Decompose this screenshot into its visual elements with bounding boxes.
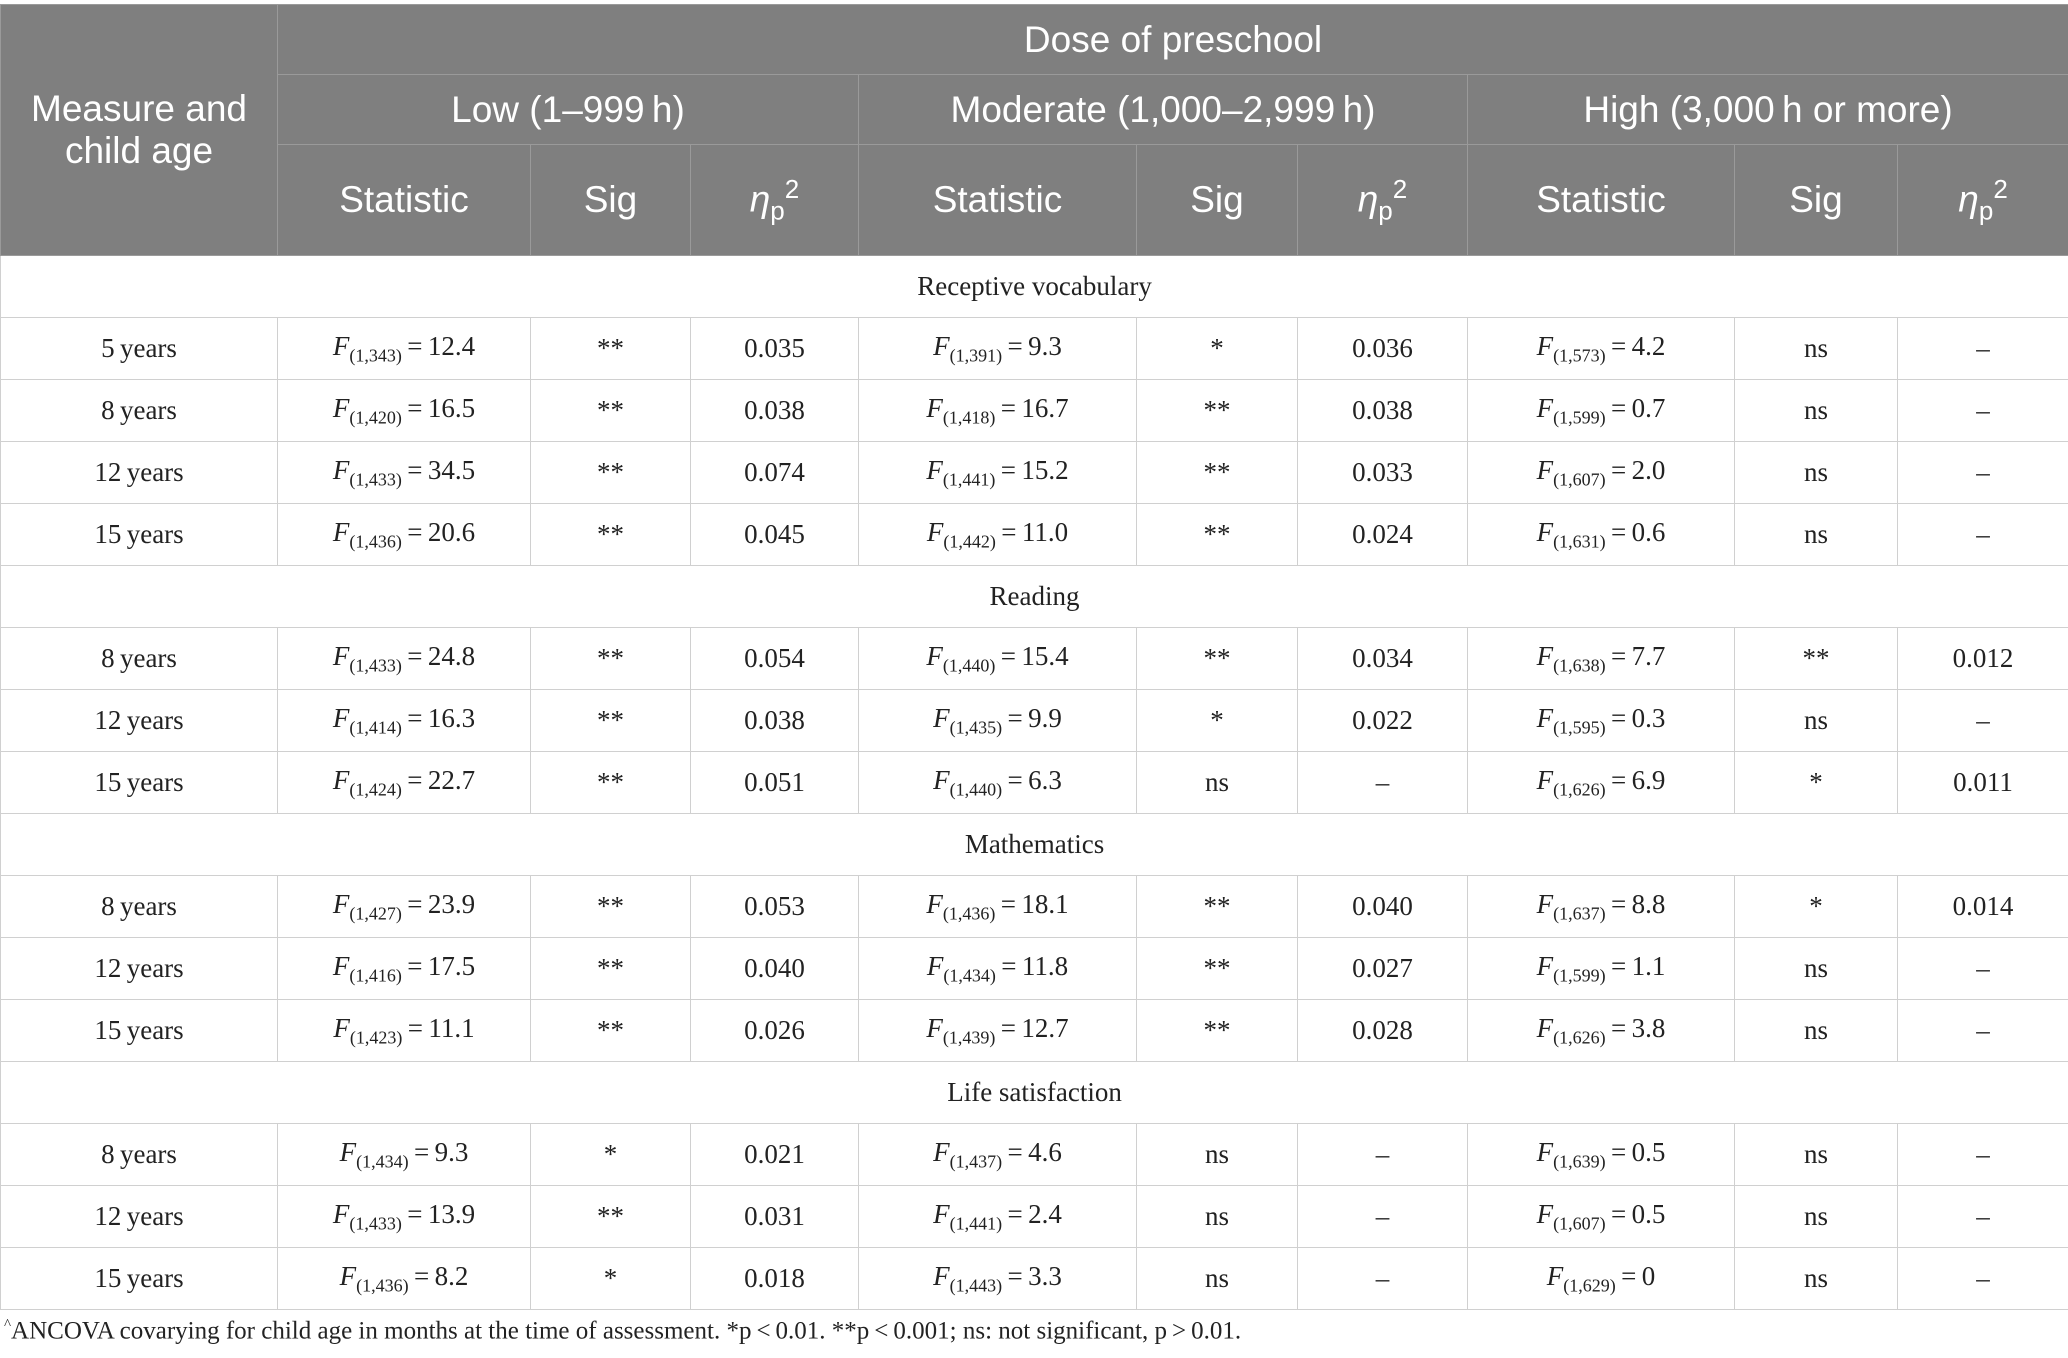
degrees-of-freedom: (1,416) — [349, 965, 402, 986]
sig-header-high: Sig — [1735, 145, 1898, 256]
f-symbol: F — [339, 1136, 357, 1167]
statistic-cell: $F_{(1,607)} = 2.0$ — [1468, 442, 1735, 504]
sig-cell: ** — [531, 1000, 691, 1062]
table-row — [1, 628, 2068, 690]
statistic-cell: $F_{(1,439)} = 12.7$ — [859, 1000, 1137, 1062]
eta-subscript: p — [770, 195, 785, 226]
f-symbol: F — [1536, 1012, 1554, 1043]
eta-superscript: 2 — [1993, 173, 2008, 204]
sig-cell: ** — [531, 442, 691, 504]
f-symbol: F — [933, 1260, 950, 1291]
effect-size-cell: 0.038 — [691, 380, 859, 442]
sig-cell: ** — [1137, 628, 1298, 690]
f-symbol: F — [333, 1012, 350, 1043]
statistic-cell: $F_{(1,443)} = 3.3$ — [859, 1248, 1137, 1310]
sig-cell: ** — [1137, 442, 1298, 504]
f-symbol: F — [1536, 392, 1554, 423]
statistic-cell: $F_{(1,626)} = 6.9$ — [1468, 752, 1735, 814]
table-row — [1, 442, 2068, 504]
section-title: Mathematics — [1, 814, 2068, 876]
f-symbol: F — [1536, 640, 1554, 671]
statistic-cell: $F_{(1,433)} = 13.9$ — [278, 1186, 531, 1248]
effect-size-cell: 0.022 — [1298, 690, 1468, 752]
sig-cell: ns — [1137, 752, 1298, 814]
sig-cell: ** — [531, 876, 691, 938]
effect-size-cell: 0.024 — [1298, 504, 1468, 566]
effect-size-cell: 0.026 — [691, 1000, 859, 1062]
degrees-of-freedom: (1,420) — [349, 407, 402, 428]
f-value: 24.8 — [427, 640, 476, 671]
table-row — [1, 1248, 2068, 1310]
degrees-of-freedom: (1,343) — [349, 345, 402, 366]
statistic-cell: $F_{(1,424)} = 22.7$ — [278, 752, 531, 814]
f-symbol: F — [1536, 454, 1554, 485]
statistic-cell: $F_{(1,437)} = 4.6$ — [859, 1124, 1137, 1186]
f-value: 0.7 — [1631, 392, 1666, 423]
effect-size-cell: 0.054 — [691, 628, 859, 690]
section-row — [1, 1062, 2068, 1124]
effect-size-cell: 0.040 — [691, 938, 859, 1000]
degrees-of-freedom: (1,626) — [1553, 779, 1606, 800]
f-value: 8.8 — [1631, 888, 1666, 919]
degrees-of-freedom: (1,433) — [349, 469, 402, 490]
f-value: 3.3 — [1028, 1260, 1062, 1291]
sig-cell: ** — [1137, 938, 1298, 1000]
statistic-cell: $F_{(1,638)} = 7.7$ — [1468, 628, 1735, 690]
f-symbol: F — [1536, 888, 1554, 919]
degrees-of-freedom: (1,440) — [942, 655, 996, 676]
statistic-cell: $F_{(1,441)} = 2.4$ — [859, 1186, 1137, 1248]
sig-cell: ns — [1735, 1000, 1898, 1062]
age-cell: 8 years — [1, 628, 278, 690]
effect-size-cell: – — [1298, 1124, 1468, 1186]
f-value: 2.4 — [1028, 1198, 1062, 1229]
sig-cell: ns — [1735, 380, 1898, 442]
sig-cell: * — [1137, 690, 1298, 752]
sig-cell: ** — [531, 690, 691, 752]
f-value: 4.6 — [1028, 1136, 1062, 1167]
effect-size-cell: – — [1898, 318, 2068, 380]
age-cell: 12 years — [1, 1186, 278, 1248]
statistic-cell: $F_{(1,440)} = 6.3$ — [859, 752, 1137, 814]
age-cell: 15 years — [1, 1248, 278, 1310]
f-value: 7.7 — [1631, 640, 1666, 671]
effect-size-cell: 0.038 — [1298, 380, 1468, 442]
section-title: Life satisfaction — [1, 1062, 2068, 1124]
f-symbol: F — [332, 888, 350, 919]
table-body — [1, 256, 2068, 1310]
f-value: 2.0 — [1631, 454, 1666, 485]
f-value: 18.1 — [1021, 888, 1069, 919]
sig-cell: ** — [531, 380, 691, 442]
degrees-of-freedom: (1,599) — [1553, 965, 1606, 986]
effect-size-cell: 0.045 — [691, 504, 859, 566]
f-symbol: F — [1536, 330, 1554, 361]
f-value: 20.6 — [427, 516, 476, 547]
f-value: 11.8 — [1021, 950, 1069, 981]
f-value: 16.7 — [1021, 392, 1069, 423]
f-symbol: F — [332, 516, 350, 547]
group-header-moderate: Moderate (1,000–2,999 h) — [859, 75, 1468, 145]
eta-subscript: p — [1378, 195, 1393, 226]
group-header-high: High (3,000 h or more) — [1468, 75, 2068, 145]
eta-symbol: η — [1958, 177, 1979, 219]
f-symbol: F — [933, 702, 950, 733]
f-symbol: F — [1536, 702, 1554, 733]
sig-cell: ** — [531, 752, 691, 814]
effect-size-cell: 0.014 — [1898, 876, 2068, 938]
statistic-cell: $F_{(1,631)} = 0.6$ — [1468, 504, 1735, 566]
f-symbol: F — [332, 454, 350, 485]
sig-cell: ** — [531, 318, 691, 380]
f-symbol: F — [926, 950, 944, 981]
sig-cell: ns — [1735, 442, 1898, 504]
degrees-of-freedom: (1,607) — [1553, 1213, 1606, 1234]
statistic-cell: $F_{(1,434)} = 9.3$ — [278, 1124, 531, 1186]
statistic-cell: $F_{(1,343)} = 12.4$ — [278, 318, 531, 380]
effect-size-cell: 0.074 — [691, 442, 859, 504]
statistic-header-low: Statistic — [278, 145, 531, 256]
effect-size-cell: – — [1898, 442, 2068, 504]
degrees-of-freedom: (1,442) — [943, 531, 996, 552]
sig-cell: ns — [1137, 1186, 1298, 1248]
sig-cell: * — [531, 1124, 691, 1186]
effect-size-cell: – — [1298, 1248, 1468, 1310]
f-value: 0.3 — [1631, 702, 1666, 733]
effect-size-cell: – — [1898, 1186, 2068, 1248]
f-value: 15.2 — [1021, 454, 1069, 485]
sig-cell: * — [1735, 876, 1898, 938]
f-symbol: F — [332, 764, 350, 795]
eta-subscript: p — [1978, 195, 1994, 226]
f-value: 15.4 — [1021, 640, 1069, 671]
effect-size-cell: – — [1898, 1000, 2068, 1062]
degrees-of-freedom: (1,595) — [1553, 717, 1606, 738]
section-title: Receptive vocabulary — [1, 256, 2068, 318]
age-cell: 5 years — [1, 318, 278, 380]
f-value: 12.7 — [1021, 1012, 1069, 1043]
f-symbol: F — [933, 1198, 950, 1229]
age-cell: 12 years — [1, 690, 278, 752]
eta-superscript: 2 — [1392, 173, 1408, 204]
effect-size-cell: – — [1898, 504, 2068, 566]
effect-size-cell: – — [1298, 752, 1468, 814]
effect-size-header-moderate — [1298, 145, 1468, 256]
degrees-of-freedom: (1,434) — [943, 965, 996, 986]
degrees-of-freedom: (1,433) — [349, 1213, 402, 1234]
sig-cell: * — [1137, 318, 1298, 380]
f-value: 6.9 — [1631, 764, 1666, 795]
eta-symbol: η — [1357, 177, 1379, 219]
degrees-of-freedom: (1,440) — [949, 779, 1003, 800]
table-row — [1, 752, 2068, 814]
f-symbol: F — [332, 392, 350, 423]
statistic-cell: $F_{(1,436)} = 18.1$ — [859, 876, 1137, 938]
table-row — [1, 938, 2068, 1000]
f-value: 0.5 — [1631, 1136, 1666, 1167]
table-row — [1, 318, 2068, 380]
f-symbol: F — [933, 1136, 950, 1167]
f-symbol: F — [926, 392, 943, 423]
f-symbol: F — [926, 516, 944, 547]
effect-size-header-high — [1898, 145, 2068, 256]
f-value: 17.5 — [427, 950, 476, 981]
statistic-cell: $F_{(1,607)} = 0.5$ — [1468, 1186, 1735, 1248]
effect-size-cell: 0.033 — [1298, 442, 1468, 504]
f-value: 9.9 — [1028, 702, 1062, 733]
effect-size-cell: – — [1898, 380, 2068, 442]
age-cell: 12 years — [1, 442, 278, 504]
statistic-cell: $F_{(1,423)} = 11.1$ — [278, 1000, 531, 1062]
degrees-of-freedom: (1,436) — [349, 531, 402, 552]
statistic-cell: $F_{(1,433)} = 34.5$ — [278, 442, 531, 504]
group-header-low: Low (1–999 h) — [278, 75, 859, 145]
degrees-of-freedom: (1,439) — [942, 1027, 996, 1048]
statistic-cell: $F_{(1,595)} = 0.3$ — [1468, 690, 1735, 752]
f-value: 22.7 — [427, 764, 476, 795]
f-value: 23.9 — [427, 888, 476, 919]
table-row — [1, 1000, 2068, 1062]
f-symbol: F — [1546, 1260, 1564, 1291]
sig-cell: ** — [531, 628, 691, 690]
effect-size-cell: 0.012 — [1898, 628, 2068, 690]
f-symbol: F — [339, 1260, 357, 1291]
table-header — [1, 5, 2068, 256]
statistic-cell: $F_{(1,440)} = 15.4$ — [859, 628, 1137, 690]
table-row — [1, 380, 2068, 442]
sig-cell: ** — [1735, 628, 1898, 690]
f-value: 6.3 — [1028, 764, 1062, 795]
f-symbol: F — [1536, 950, 1554, 981]
table-footnote — [4, 1317, 1241, 1345]
eta-symbol: η — [749, 177, 771, 219]
f-value: 0.5 — [1631, 1198, 1666, 1229]
age-cell: 15 years — [1, 752, 278, 814]
table-row — [1, 504, 2068, 566]
effect-size-cell: 0.034 — [1298, 628, 1468, 690]
degrees-of-freedom: (1,418) — [942, 407, 996, 428]
f-value: 1.1 — [1631, 950, 1666, 981]
degrees-of-freedom: (1,638) — [1553, 655, 1606, 676]
statistic-header-moderate: Statistic — [859, 145, 1137, 256]
f-value: 34.5 — [427, 454, 476, 485]
sig-cell: ** — [1137, 876, 1298, 938]
statistic-cell: $F_{(1,427)} = 23.9$ — [278, 876, 531, 938]
footnote-text: ANCOVA covarying for child age in months at the time of assessment. *p < 0.01. **p < 0.001; ns: not significant, p > 0.01. — [11, 1317, 1242, 1345]
table-row — [1, 876, 2068, 938]
statistic-cell: $F_{(1,599)} = 0.7$ — [1468, 380, 1735, 442]
f-symbol: F — [1536, 1136, 1554, 1167]
effect-size-cell: 0.035 — [691, 318, 859, 380]
statistic-cell: $F_{(1,435)} = 9.9$ — [859, 690, 1137, 752]
degrees-of-freedom: (1,441) — [949, 1213, 1003, 1234]
statistic-cell: $F_{(1,639)} = 0.5$ — [1468, 1124, 1735, 1186]
dose-header: Dose of preschool — [278, 5, 2068, 75]
footnote-mark: ^ — [4, 1317, 12, 1333]
f-symbol: F — [926, 888, 943, 919]
sig-cell: ** — [531, 938, 691, 1000]
f-value: 0 — [1641, 1260, 1656, 1291]
results-table — [0, 4, 2068, 1310]
effect-size-cell: 0.053 — [691, 876, 859, 938]
f-symbol: F — [332, 640, 350, 671]
effect-size-header-low — [691, 145, 859, 256]
age-cell: 8 years — [1, 380, 278, 442]
statistic-cell: $F_{(1,434)} = 11.8$ — [859, 938, 1137, 1000]
f-symbol: F — [933, 764, 950, 795]
f-value: 4.2 — [1631, 330, 1666, 361]
effect-size-cell: – — [1898, 690, 2068, 752]
statistic-cell: $F_{(1,391)} = 9.3$ — [859, 318, 1137, 380]
degrees-of-freedom: (1,607) — [1553, 469, 1606, 490]
section-title: Reading — [1, 566, 2068, 628]
sig-cell: * — [531, 1248, 691, 1310]
sig-cell: ns — [1137, 1124, 1298, 1186]
effect-size-cell: 0.021 — [691, 1124, 859, 1186]
degrees-of-freedom: (1,639) — [1553, 1151, 1606, 1172]
f-value: 12.4 — [427, 330, 476, 361]
effect-size-cell: – — [1898, 1124, 2068, 1186]
degrees-of-freedom: (1,443) — [949, 1275, 1003, 1296]
sig-cell: * — [1735, 752, 1898, 814]
f-value: 9.3 — [434, 1136, 469, 1167]
table-row — [1, 1186, 2068, 1248]
degrees-of-freedom: (1,629) — [1563, 1275, 1616, 1296]
effect-size-cell: – — [1898, 1248, 2068, 1310]
statistic-cell: $F_{(1,436)} = 8.2$ — [278, 1248, 531, 1310]
section-row — [1, 814, 2068, 876]
statistic-cell: $F_{(1,441)} = 15.2$ — [859, 442, 1137, 504]
degrees-of-freedom: (1,435) — [949, 717, 1003, 738]
effect-size-cell: 0.011 — [1898, 752, 2068, 814]
sig-cell: ns — [1735, 938, 1898, 1000]
statistic-header-high: Statistic — [1468, 145, 1735, 256]
f-symbol: F — [926, 454, 943, 485]
degrees-of-freedom: (1,423) — [349, 1027, 403, 1048]
statistic-cell: $F_{(1,626)} = 3.8$ — [1468, 1000, 1735, 1062]
f-symbol: F — [1536, 764, 1554, 795]
degrees-of-freedom: (1,637) — [1553, 903, 1606, 924]
statistic-cell: $F_{(1,418)} = 16.7$ — [859, 380, 1137, 442]
degrees-of-freedom: (1,427) — [349, 903, 402, 924]
sig-cell: ns — [1137, 1248, 1298, 1310]
f-symbol: F — [332, 1198, 350, 1229]
f-value: 16.5 — [427, 392, 476, 423]
sig-cell: ** — [1137, 380, 1298, 442]
f-symbol: F — [933, 330, 950, 361]
f-value: 8.2 — [434, 1260, 469, 1291]
sig-cell: ** — [1137, 1000, 1298, 1062]
sig-cell: ns — [1735, 1186, 1898, 1248]
table-row — [1, 1124, 2068, 1186]
degrees-of-freedom: (1,414) — [349, 717, 402, 738]
f-value: 0.6 — [1631, 516, 1666, 547]
degrees-of-freedom: (1,436) — [942, 903, 996, 924]
statistic-cell: $F_{(1,442)} = 11.0$ — [859, 504, 1137, 566]
f-value: 11.0 — [1021, 516, 1069, 547]
degrees-of-freedom: (1,433) — [349, 655, 402, 676]
effect-size-cell: 0.031 — [691, 1186, 859, 1248]
section-row — [1, 566, 2068, 628]
effect-size-cell: 0.018 — [691, 1248, 859, 1310]
sig-cell: ns — [1735, 690, 1898, 752]
age-cell: 15 years — [1, 1000, 278, 1062]
sig-cell: ns — [1735, 318, 1898, 380]
effect-size-cell: 0.040 — [1298, 876, 1468, 938]
table-row — [1, 690, 2068, 752]
f-symbol: F — [1536, 516, 1554, 547]
sig-cell: ns — [1735, 504, 1898, 566]
eta-superscript: 2 — [784, 173, 800, 204]
effect-size-cell: 0.027 — [1298, 938, 1468, 1000]
degrees-of-freedom: (1,424) — [349, 779, 402, 800]
sig-header-moderate: Sig — [1137, 145, 1298, 256]
degrees-of-freedom: (1,434) — [356, 1151, 409, 1172]
age-cell: 8 years — [1, 1124, 278, 1186]
effect-size-cell: 0.028 — [1298, 1000, 1468, 1062]
f-value: 3.8 — [1631, 1012, 1666, 1043]
f-symbol: F — [332, 950, 350, 981]
sig-cell: ns — [1735, 1124, 1898, 1186]
statistic-cell: $F_{(1,414)} = 16.3$ — [278, 690, 531, 752]
effect-size-cell: – — [1298, 1186, 1468, 1248]
statistic-cell: $F_{(1,573)} = 4.2$ — [1468, 318, 1735, 380]
f-value: 11.1 — [428, 1012, 475, 1043]
f-symbol: F — [332, 330, 350, 361]
f-value: 9.3 — [1028, 330, 1062, 361]
degrees-of-freedom: (1,437) — [949, 1151, 1003, 1172]
statistic-cell: $F_{(1,420)} = 16.5$ — [278, 380, 531, 442]
sig-cell: ** — [1137, 504, 1298, 566]
statistic-cell: $F_{(1,416)} = 17.5$ — [278, 938, 531, 1000]
f-symbol: F — [926, 1012, 943, 1043]
section-row — [1, 256, 2068, 318]
statistic-cell: $F_{(1,436)} = 20.6$ — [278, 504, 531, 566]
degrees-of-freedom: (1,436) — [356, 1275, 409, 1296]
f-symbol: F — [332, 702, 350, 733]
degrees-of-freedom: (1,631) — [1553, 531, 1606, 552]
degrees-of-freedom: (1,573) — [1553, 345, 1606, 366]
statistic-cell: $F_{(1,599)} = 1.1$ — [1468, 938, 1735, 1000]
sig-header-low: Sig — [531, 145, 691, 256]
statistic-cell: $F_{(1,637)} = 8.8$ — [1468, 876, 1735, 938]
effect-size-cell: 0.038 — [691, 690, 859, 752]
age-cell: 15 years — [1, 504, 278, 566]
f-symbol: F — [1536, 1198, 1554, 1229]
f-value: 16.3 — [427, 702, 476, 733]
age-cell: 8 years — [1, 876, 278, 938]
degrees-of-freedom: (1,441) — [942, 469, 996, 490]
degrees-of-freedom: (1,626) — [1553, 1027, 1606, 1048]
statistic-cell: $F_{(1,629)} = 0$ — [1468, 1248, 1735, 1310]
degrees-of-freedom: (1,599) — [1553, 407, 1606, 428]
degrees-of-freedom: (1,391) — [949, 345, 1003, 366]
f-symbol: F — [926, 640, 943, 671]
effect-size-cell: 0.051 — [691, 752, 859, 814]
f-value: 13.9 — [427, 1198, 476, 1229]
statistic-cell: $F_{(1,433)} = 24.8$ — [278, 628, 531, 690]
sig-cell: ** — [531, 1186, 691, 1248]
effect-size-cell: 0.036 — [1298, 318, 1468, 380]
sig-cell: ** — [531, 504, 691, 566]
measure-header: Measure and child age — [1, 5, 278, 256]
effect-size-cell: – — [1898, 938, 2068, 1000]
age-cell: 12 years — [1, 938, 278, 1000]
sig-cell: ns — [1735, 1248, 1898, 1310]
